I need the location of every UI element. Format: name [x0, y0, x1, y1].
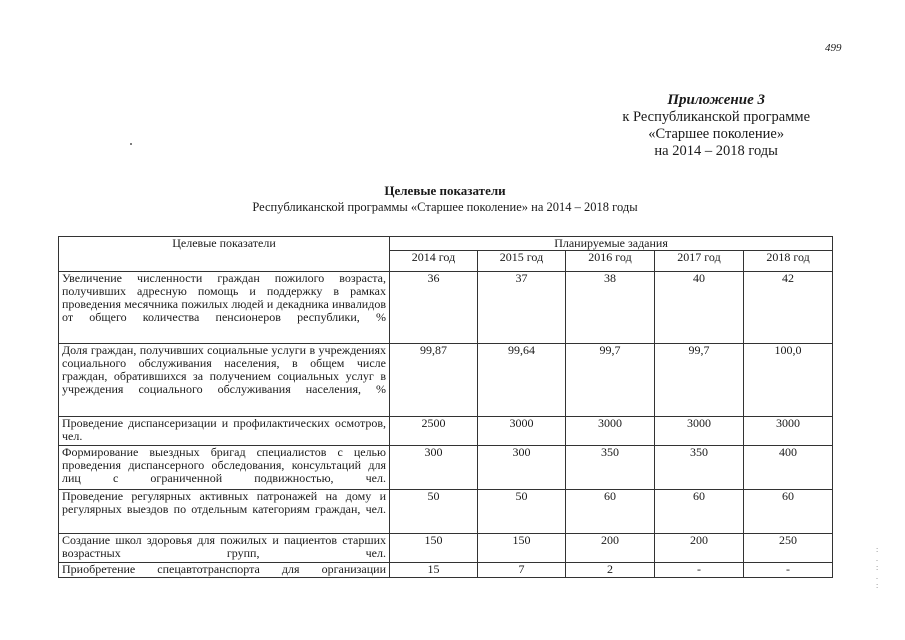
- value-cell: 99,7: [655, 344, 744, 417]
- appendix-line-1: к Республиканской программе: [622, 109, 810, 125]
- value-cell: 60: [744, 490, 833, 534]
- value-cell: 150: [478, 534, 566, 563]
- value-cell: 36: [390, 272, 478, 344]
- document-title: Целевые показатели: [384, 183, 506, 198]
- year-header: 2015 год: [478, 251, 566, 272]
- indicator-name: Увеличение численности граждан пожилого возраста, получивших адресную помощь и поддержку в рамках проведения месячника пожилых людей и декадника инвалидов от общего количества пенсионеров республики, %: [59, 272, 390, 344]
- value-cell: 200: [566, 534, 655, 563]
- value-cell: 300: [478, 446, 566, 490]
- value-cell: 200: [655, 534, 744, 563]
- indicator-name: Создание школ здоровья для пожилых и пациентов старших возрастных групп, чел.: [59, 534, 390, 563]
- appendix-title: Приложение 3: [667, 92, 765, 108]
- table-row: [59, 272, 833, 344]
- value-cell: 42: [744, 272, 833, 344]
- value-cell: 7: [478, 563, 566, 578]
- value-cell: 60: [566, 490, 655, 534]
- value-cell: 38: [566, 272, 655, 344]
- value-cell: 350: [566, 446, 655, 490]
- value-cell: 40: [655, 272, 744, 344]
- table-row: [59, 534, 833, 563]
- table-row: [59, 417, 833, 446]
- year-header: 2016 год: [566, 251, 655, 272]
- column-header-indicator: Целевые показатели: [59, 237, 390, 272]
- value-cell: 50: [478, 490, 566, 534]
- appendix-line-2: «Старшее поколение»: [648, 126, 785, 142]
- value-cell: 3000: [566, 417, 655, 446]
- table-row: [59, 563, 833, 578]
- indicator-name: Формирование выездных бригад специалистов с целью проведения диспансерного обследования, консультаций для лиц с ограниченной подвижностью, чел.: [59, 446, 390, 490]
- indicator-name: Доля граждан, получивших социальные услуги в учреждениях социального обслуживания населения, в общем числе граждан, обратившихся за получением социальных услуг в учреждения социального обслуживания населения, %: [59, 344, 390, 417]
- indicator-name: Проведение регулярных активных патронажей на дому и регулярных выездов по отдельным категориям граждан, чел.: [59, 490, 390, 534]
- value-cell: 37: [478, 272, 566, 344]
- page-number: 499: [825, 42, 842, 54]
- value-cell: 60: [655, 490, 744, 534]
- value-cell: 300: [390, 446, 478, 490]
- value-cell: 100,0: [744, 344, 833, 417]
- value-cell: 15: [390, 563, 478, 578]
- appendix-line-3: на 2014 – 2018 годы: [654, 143, 778, 159]
- column-header-planned: Планируемые задания: [390, 237, 833, 251]
- value-cell: -: [655, 563, 744, 578]
- scan-artifact-marks: : . : . :: [876, 545, 879, 590]
- value-cell: 50: [390, 490, 478, 534]
- table-row: [59, 490, 833, 534]
- value-cell: 2500: [390, 417, 478, 446]
- indicators-table: [58, 236, 833, 578]
- document-subtitle: Республиканской программы «Старшее поколение» на 2014 – 2018 годы: [252, 200, 638, 214]
- stray-dot: [130, 143, 132, 145]
- year-header: 2018 год: [744, 251, 833, 272]
- value-cell: 3000: [478, 417, 566, 446]
- value-cell: 99,7: [566, 344, 655, 417]
- value-cell: 400: [744, 446, 833, 490]
- value-cell: -: [744, 563, 833, 578]
- year-header: 2017 год: [655, 251, 744, 272]
- value-cell: 3000: [655, 417, 744, 446]
- value-cell: 2: [566, 563, 655, 578]
- table-row: [59, 446, 833, 490]
- indicator-name: Приобретение спецавтотранспорта для организации: [59, 563, 390, 578]
- value-cell: 99,87: [390, 344, 478, 417]
- value-cell: 150: [390, 534, 478, 563]
- value-cell: 99,64: [478, 344, 566, 417]
- year-header: 2014 год: [390, 251, 478, 272]
- value-cell: 250: [744, 534, 833, 563]
- indicator-name: Проведение диспансеризации и профилактических осмотров, чел.: [59, 417, 390, 446]
- value-cell: 350: [655, 446, 744, 490]
- appendix-block: [622, 92, 810, 160]
- value-cell: 3000: [744, 417, 833, 446]
- table-row: [59, 344, 833, 417]
